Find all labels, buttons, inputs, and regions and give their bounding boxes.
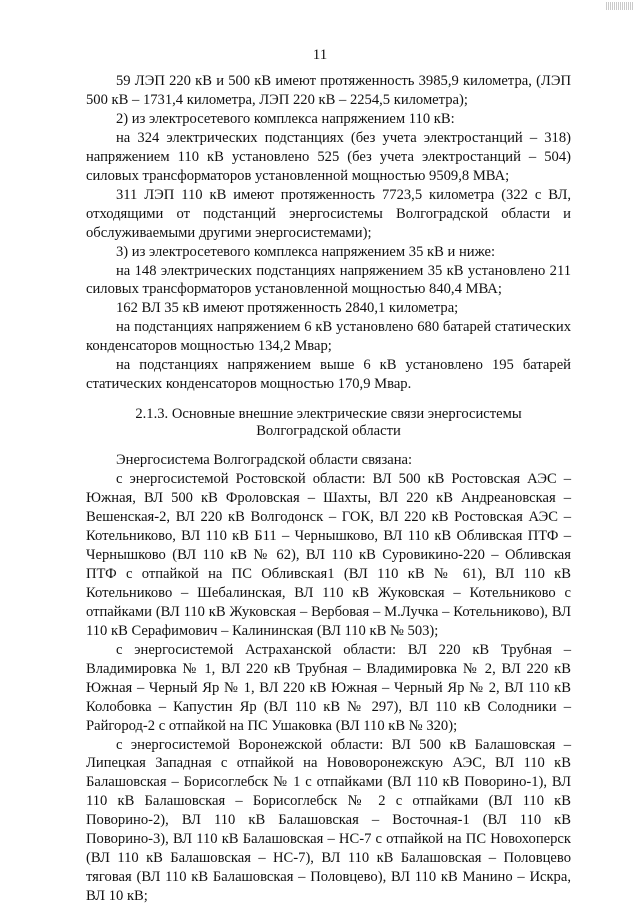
paragraph-35kv-lines: 162 ВЛ 35 кВ имеют протяженность 2840,1 километра; — [86, 299, 571, 318]
paragraph-110kv-intro: 2) из электросетевого комплекса напряжением 110 кВ: — [86, 110, 571, 129]
section-heading-line-1: 2.1.3. Основные внешние электрические связи энергосистемы — [86, 406, 571, 423]
paragraph-35kv-substations: на 148 электрических подстанциях напряжением 35 кВ установлено 211 силовых трансформаторов установленной мощностью 840,4 МВА; — [86, 262, 571, 300]
paragraph-lep-220-500: 59 ЛЭП 220 кВ и 500 кВ имеют протяженность 3985,9 километра, (ЛЭП 500 кВ – 1731,4 километра, ЛЭП 220 кВ – 2254,5 километра); — [86, 72, 571, 110]
section-heading — [86, 406, 571, 440]
paragraph-110kv-lines: 311 ЛЭП 110 кВ имеют протяженность 7723,5 километра (322 с ВЛ, отходящими от подстанций энергосистемы Волгоградской области и обслуживаемыми другими энергосистемами); — [86, 186, 571, 243]
paragraph-voronezh-connections: с энергосистемой Воронежской области: ВЛ 500 кВ Балашовская – Липецкая Западная с отпайкой на Нововоронежскую АЭС, ВЛ 110 кВ Балашовская – Борисоглебск № 1 с отпайками (ВЛ 110 кВ Поворино-1), ВЛ 110 кВ Балашовская – Борисоглебск № 2 с отпайками (ВЛ 110 кВ Поворино-2), ВЛ 110 кВ Балашовская – Восточная-1 (ВЛ 110 кВ Поворино-3), ВЛ 110 кВ Балашовская – НС-7 с отпайкой на ПС Новохоперск (ВЛ 110 кВ Балашовская – НС-7), ВЛ 110 кВ Балашовская – Половцево тяговая (ВЛ 110 кВ Балашовская – Половцево), ВЛ 110 кВ Манино – Искра, ВЛ 10 кВ; — [86, 736, 571, 906]
document-body — [86, 72, 571, 906]
paragraph-astrakhan-connections: с энергосистемой Астраханской области: ВЛ 220 кВ Трубная – Владимировка № 1, ВЛ 220 кВ Трубная – Владимировка № 2, ВЛ 220 кВ Южная – Черный Яр № 1, ВЛ 220 кВ Южная – Черный Яр № 2, ВЛ 110 кВ Колобовка – Капустин Яр (ВЛ 110 кВ № 297), ВЛ 110 кВ Солодники – Райгород-2 с отпайкой на ПС Ушаковка (ВЛ 110 кВ № 320); — [86, 641, 571, 736]
paragraph-110kv-substations: на 324 электрических подстанциях (без учета электростанций – 318) напряжением 110 кВ установлено 525 (без учета электростанций – 504) силовых трансформаторов установленной мощностью 9509,8 МВА; — [86, 129, 571, 186]
section-heading-line-2: Волгоградской области — [86, 423, 571, 440]
paragraph-rostov-connections: с энергосистемой Ростовской области: ВЛ 500 кВ Ростовская АЭС – Южная, ВЛ 500 кВ Фроловская – Шахты, ВЛ 220 кВ Андреановская – Вешенская-2, ВЛ 220 кВ Волгодонск – ГОК, ВЛ 220 кВ Ростовская АЭС – Котельниково, ВЛ 110 кВ Б11 – Чернышково, ВЛ 110 кВ Обливская ПТФ – Чернышково (ВЛ 110 кВ № 62), ВЛ 110 кВ Суровикино-220 – Обливская ПТФ с отпайкой на ПС Обливская1 (ВЛ 110 кВ № 61), ВЛ 110 кВ Котельниково – Шебалинская, ВЛ 110 кВ Жуковская – Котельниково с отпайками (ВЛ 110 кВ Жуковская – Вербовая – М.Лучка – Котельниково), ВЛ 110 кВ Серафимович – Калининская (ВЛ 110 кВ № 503); — [86, 470, 571, 641]
paragraph-6kv-capacitors: на подстанциях напряжением 6 кВ установлено 680 батарей статических конденсаторов мощностью 134,2 Мвар; — [86, 318, 571, 356]
paragraph-above-6kv-capacitors: на подстанциях напряжением выше 6 кВ установлено 195 батарей статических конденсаторов мощностью 170,9 Мвар. — [86, 356, 571, 394]
paragraph-connections-intro: Энергосистема Волгоградской области связана: — [86, 451, 571, 470]
corner-scan-mark — [606, 2, 634, 10]
paragraph-35kv-intro: 3) из электросетевого комплекса напряжением 35 кВ и ниже: — [86, 243, 571, 262]
page-number: 11 — [0, 46, 640, 64]
